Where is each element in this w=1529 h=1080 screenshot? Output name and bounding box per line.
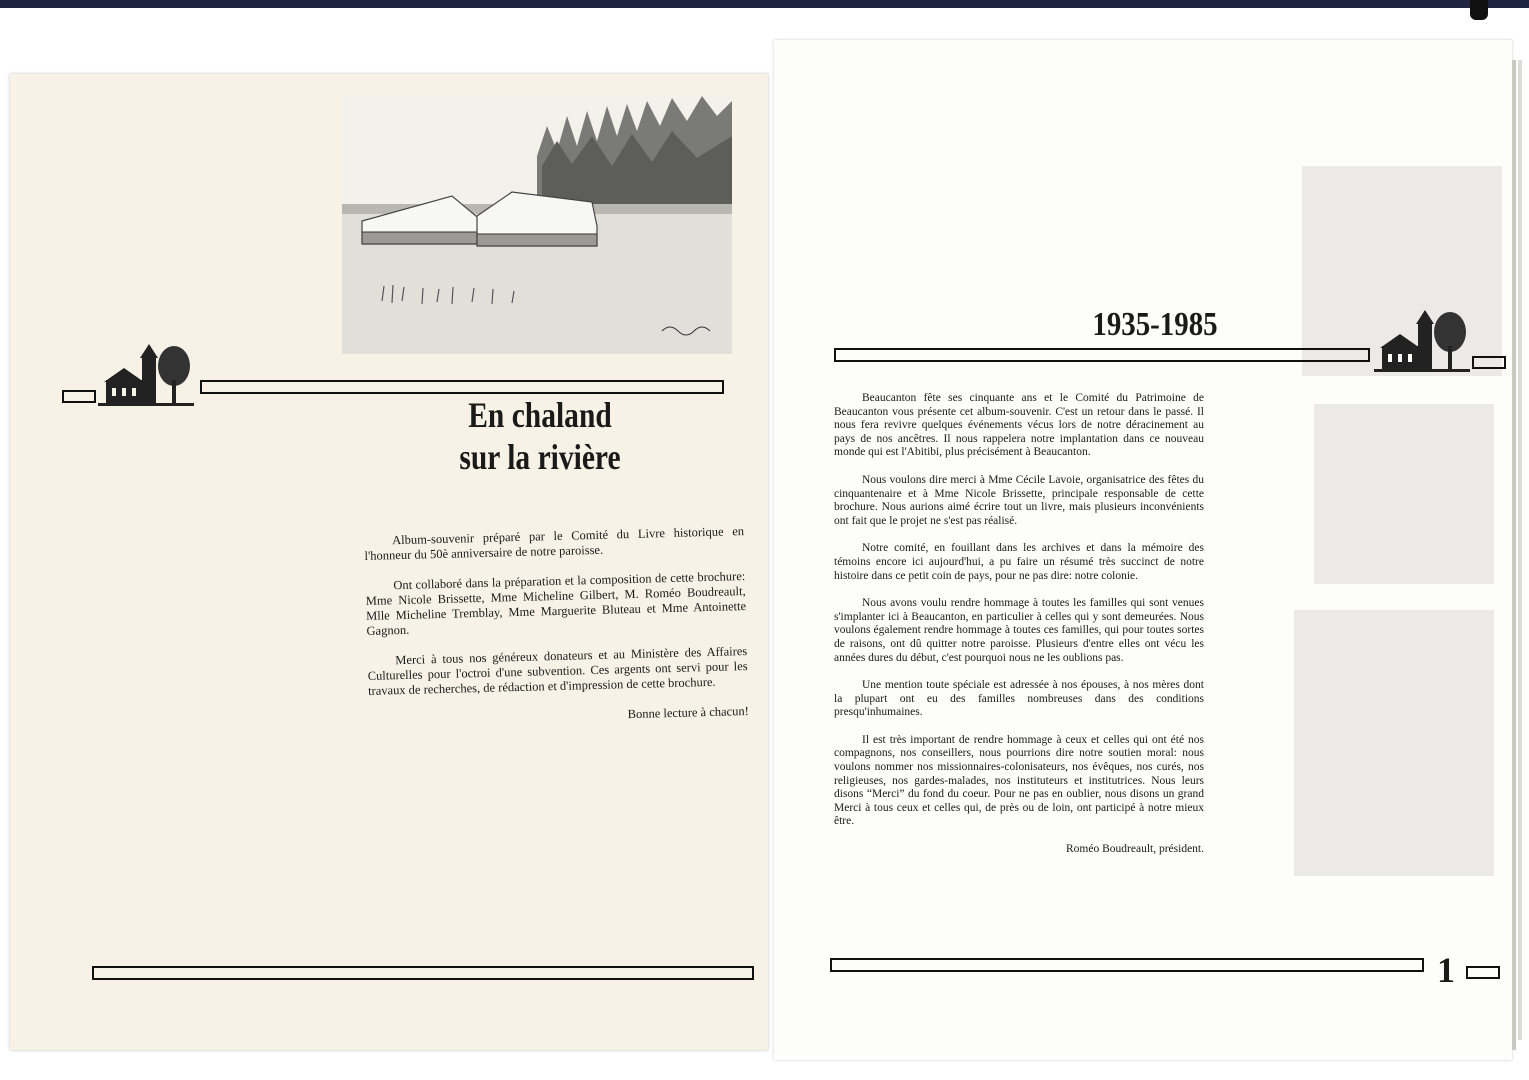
paragraph: Nous avons voulu rendre hommage à toutes les familles qui sont venues s'implanter ici à Beaucanton, en particulier à celles qui y sont demeurées. Nous voulons également rendre hommage à toutes ces familles, qui pour toutes sortes de raisons, ont dû quitter notre paroisse. Plusieurs d'entre elles ont vécu les années dures du début, c'est pourquoi nous ne les oublions pas. (834, 597, 1204, 664)
show-through-photo (1294, 610, 1494, 876)
decorative-small-box (1466, 966, 1500, 979)
scanner-top-edge (0, 0, 1529, 8)
left-page (10, 74, 768, 1050)
page-stack-edge (1518, 60, 1522, 1040)
title-line-2: sur la rivière (459, 437, 621, 477)
decorative-frame-bar (834, 348, 1370, 362)
left-page-text (364, 524, 749, 744)
right-page-title: 1935-1985 (1092, 306, 1218, 343)
decorative-small-box (1472, 356, 1506, 369)
paragraph: Il est très important de rendre hommage à ceux et celles qui ont été nos compagnons, nos conseillers, nous pourrions dire notre soutien moral: nous voulons nommer nos missionnaires-colonisateurs, nos évêques, nos curés, nos religieuses, nos gardes-malades, nos instituteurs et institutrices. Nous leurs disons “Merci” du fond du coeur. Pour ne pas en oublier, nous disons un grand Merci à tous ceux et celles qui, de près ou de loin, ont participé à notre mieux être. (834, 733, 1204, 828)
decorative-frame-bar-bottom (92, 966, 754, 980)
paragraph: Beaucanton fête ses cinquante ans et le Comité du Patrimoine de Beaucanton vous présente cet album-souvenir. C'est un retour dans le passé. Il nous fera revivre quelques événements vécus lors de notre déracinement au pays de nos ancêtres. Il nous rappelera notre implantation dans ce nouveau monde qui est l'Abitibi, plus précisément à Beaucanton. (834, 392, 1204, 459)
church-emblem-icon (1374, 306, 1470, 372)
paragraph: Notre comité, en fouillant dans les archives et dans la mémoire des témoins encore ici aujourd'hui, a pu faire un résumé très succinct de notre histoire dans ce petit coin de pays, pour ne pas dire: notre colonie. (834, 542, 1204, 582)
paragraph: Merci à tous nos généreux donateurs et au Ministère des Affaires Culturelles pour l'octroi d'une subvention. Ces argents ont servi pour les travaux de recherches, de rédaction et d'impression de cette brochure. (367, 644, 748, 698)
church-emblem-icon (98, 340, 194, 406)
title-line-1: En chaland (468, 395, 612, 435)
decorative-small-box (62, 390, 96, 403)
paragraph: Nous voulons dire merci à Mme Cécile Lavoie, organisatrice des fêtes du cinquantenaire et à Mme Nicole Brissette, principale responsable de cette brochure. Nous aurions aimé écrire tout un livre, mais plusieurs inconvénients ont fait que le projet ne s'est pas réalisé. (834, 473, 1204, 527)
decorative-frame-bar-bottom (830, 958, 1424, 972)
right-page-text (834, 392, 1204, 871)
signoff: Bonne lecture à chacun! (627, 703, 749, 722)
page-number: 1 (1437, 950, 1455, 990)
page-stack-edge (1512, 60, 1516, 1050)
decorative-frame-bar (200, 380, 724, 394)
paragraph: Ont collaboré dans la préparation et la composition de cette brochure: Mme Nicole Brissette, Mme Micheline Gilbert, M. Roméo Boudreault, Mlle Micheline Tremblay, Mme Marguerite Bluteau et Mme Antoinette Gagnon. (365, 569, 747, 638)
signature: Roméo Boudreault, président. (1066, 843, 1204, 856)
paragraph: Une mention toute spéciale est adressée à nos épouses, à nos mères dont la plupart ont eu des familles nombreuses dans des conditions presqu'inhumaines. (834, 679, 1204, 719)
left-page-title (417, 394, 663, 478)
paragraph: Album-souvenir préparé par le Comité du Livre historique en l'honneur du 50è anniversaire de notre paroisse. (364, 524, 745, 563)
river-barge-painting (342, 96, 732, 354)
binder-clip (1470, 0, 1488, 20)
show-through-photo (1314, 404, 1494, 584)
painting-illustration (342, 96, 732, 354)
